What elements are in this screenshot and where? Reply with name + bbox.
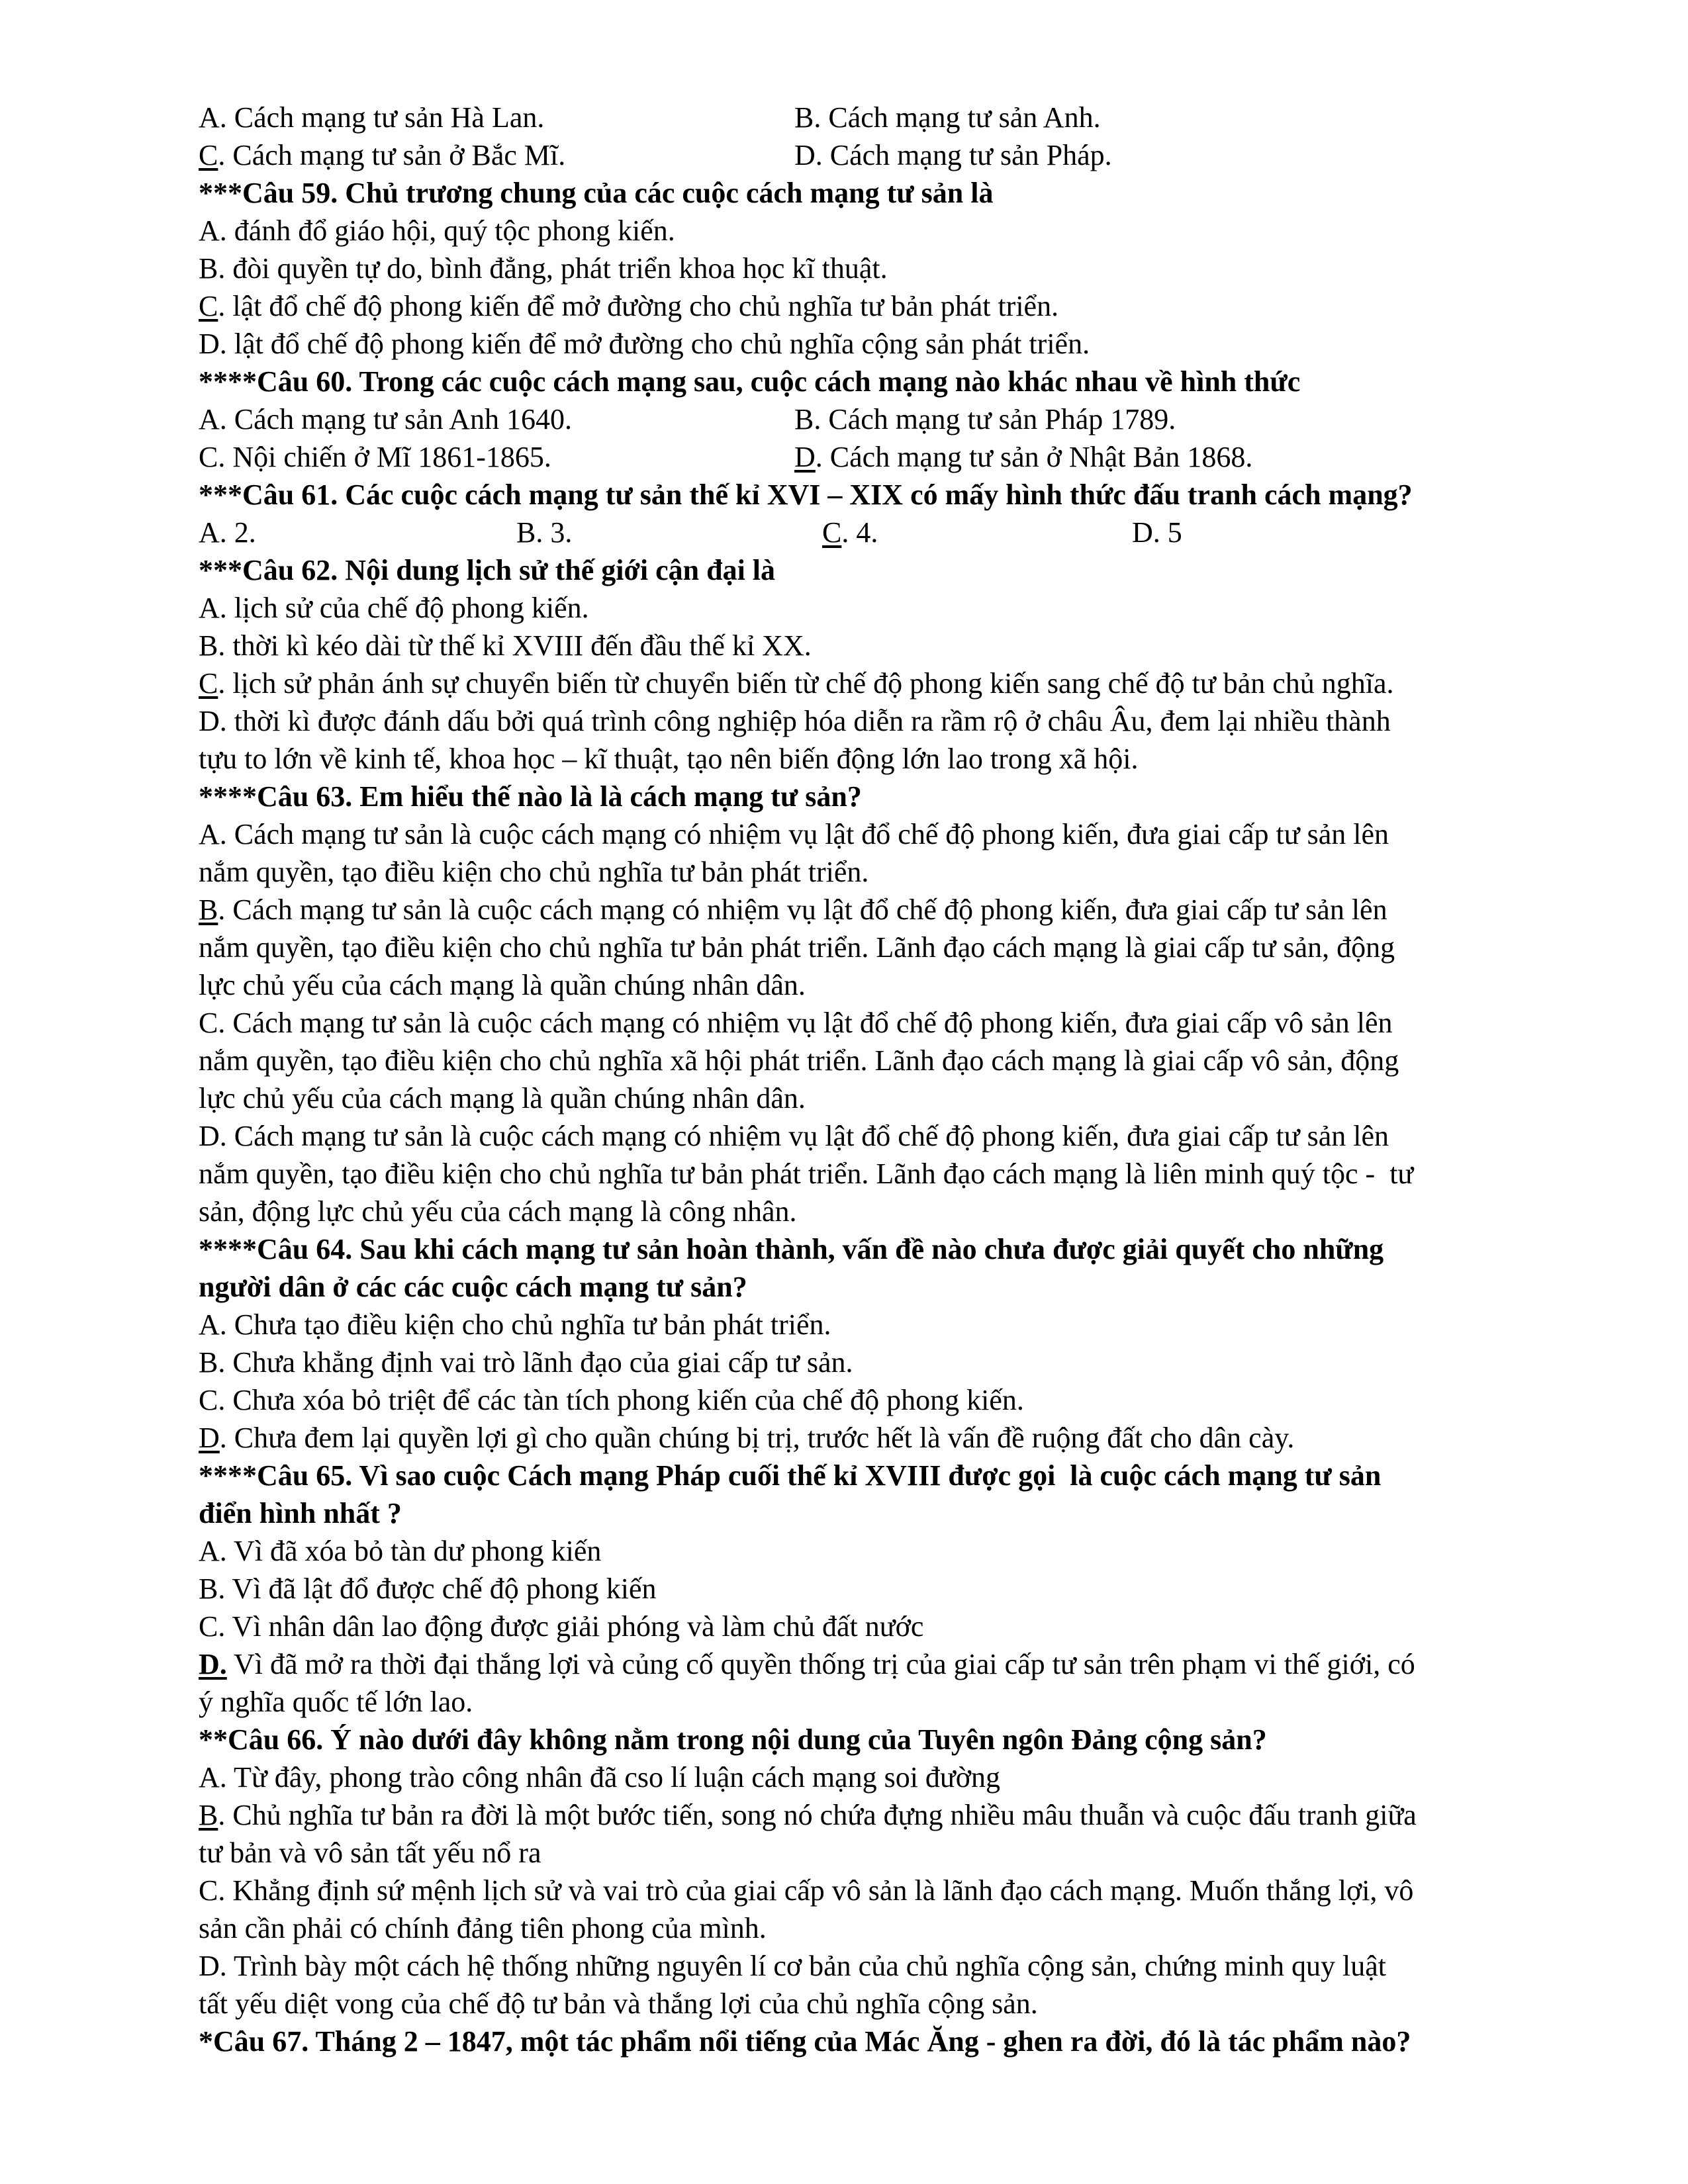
q65-option-a: A. Vì đã xóa bỏ tàn dư phong kiến [199,1535,602,1567]
q65-option-d-line-1: D. Vì đã mở ra thời đại thắng lợi và củng cố quyền thống trị của giai cấp tư sản trên phạm vi thế giới, có [199,1648,1415,1680]
question-65-title-line-2: điển hình nhất ? [199,1497,402,1529]
answer-key: B [199,1799,218,1831]
q63-option-b-line-3: lực chủ yếu của cách mạng là quần chúng nhân dân. [199,969,806,1001]
q61-option-a: A. 2. [199,516,256,549]
q65-option-d-line-2: ý nghĩa quốc tế lớn lao. [199,1686,473,1718]
answer-key: D [794,441,816,473]
question-59-title: ***Câu 59. Chủ trương chung của các cuộc cách mạng tư sản là [199,177,994,209]
question-65-title-line-1: ****Câu 65. Vì sao cuộc Cách mạng Pháp cuối thế kỉ XVIII được gọi là cuộc cách mạng tư sản [199,1459,1382,1492]
question-61-title: ***Câu 61. Các cuộc cách mạng tư sản thế kỉ XVI – XIX có mấy hình thức đấu tranh cách mạng? [199,478,1413,511]
q63-option-c-line-3: lực chủ yếu của cách mạng là quần chúng nhân dân. [199,1082,806,1115]
question-60-title: ****Câu 60. Trong các cuộc cách mạng sau, cuộc cách mạng nào khác nhau về hình thức [199,365,1301,398]
q63-option-a-line-1: A. Cách mạng tư sản là cuộc cách mạng có nhiệm vụ lật đổ chế độ phong kiến, đưa giai cấp tư sản lên [199,818,1389,850]
q63-option-b-line-2: nắm quyền, tạo điều kiện cho chủ nghĩa tư bản phát triển. Lãnh đạo cách mạng là giai cấp tư sản, động [199,931,1395,964]
q59-option-b: B. đòi quyền tự do, bình đẳng, phát triển khoa học kĩ thuật. [199,252,888,285]
q59-option-d: D. lật đổ chế độ phong kiến để mở đường cho chủ nghĩa cộng sản phát triển. [199,328,1090,360]
q66-option-d-line-2: tất yếu diệt vong của chế độ tư bản và thắng lợi của chủ nghĩa cộng sản. [199,1987,1038,2020]
q66-option-c-line-1: C. Khẳng định sứ mệnh lịch sử và vai trò của giai cấp vô sản là lãnh đạo cách mạng. Muốn thắng lợi, vô [199,1874,1414,1907]
q63-option-a-line-2: nắm quyền, tạo điều kiện cho chủ nghĩa tư bản phát triển. [199,856,869,888]
q61-option-b: B. 3. [516,516,573,549]
question-64-title-line-2: người dân ở các các cuộc cách mạng tư sản? [199,1271,747,1303]
q66-option-b-line-1: B. Chủ nghĩa tư bản ra đời là một bước tiến, song nó chứa đựng nhiều mâu thuẫn và cuộc đấu tranh giữa [199,1799,1417,1831]
answer-key: C [199,667,218,700]
question-62-title: ***Câu 62. Nội dung lịch sử thế giới cận đại là [199,554,776,586]
q61-options-row [199,514,1589,551]
answer-key: D. [199,1648,227,1680]
q63-option-d-line-2: nắm quyền, tạo điều kiện cho chủ nghĩa tư bản phát triển. Lãnh đạo cách mạng là liên minh quý tộc - tư [199,1158,1414,1190]
q62-option-d-line-1: D. thời kì được đánh dấu bởi quá trình công nghiệp hóa diễn ra rầm rộ ở châu Âu, đem lại nhiều thành [199,705,1391,737]
q63-option-c-line-1: C. Cách mạng tư sản là cuộc cách mạng có nhiệm vụ lật đổ chế độ phong kiến, đưa giai cấp vô sản lên [199,1007,1393,1039]
q59-option-c: C. lật đổ chế độ phong kiến để mở đường cho chủ nghĩa tư bản phát triển. [199,290,1059,322]
q62-option-a: A. lịch sử của chế độ phong kiến. [199,592,589,624]
question-63-title: ****Câu 63. Em hiểu thế nào là là cách mạng tư sản? [199,780,862,813]
q63-option-d-line-1: D. Cách mạng tư sản là cuộc cách mạng có nhiệm vụ lật đổ chế độ phong kiến, đưa giai cấp tư sản lên [199,1120,1389,1152]
q60-option-b: B. Cách mạng tư sản Pháp 1789. [794,403,1176,435]
q60-option-c: C. Nội chiến ở Mĩ 1861-1865. [199,441,551,473]
q65-option-b: B. Vì đã lật đổ được chế độ phong kiến [199,1572,657,1605]
option-a: A. Cách mạng tư sản Hà Lan. [199,101,545,134]
intro-options-row-1 [199,99,1589,136]
q62-option-c: C. lịch sử phản ánh sự chuyển biến từ chuyển biến từ chế độ phong kiến sang chế độ tư bản chủ nghĩa. [199,667,1394,700]
q63-option-d-line-3: sản, động lực chủ yếu của cách mạng là công nhân. [199,1195,797,1228]
q66-option-d-line-1: D. Trình bày một cách hệ thống những nguyên lí cơ bản của chủ nghĩa cộng sản, chứng minh quy luật [199,1950,1386,1982]
q60-options-row-2 [199,438,1589,476]
q59-option-a: A. đánh đổ giáo hội, quý tộc phong kiến. [199,214,675,247]
q62-option-d-line-2: tựu to lớn về kinh tế, khoa học – kĩ thuật, tạo nên biến động lớn lao trong xã hội. [199,743,1139,775]
q60-options-row-1 [199,400,1589,438]
answer-key: C [199,290,218,322]
q60-option-a: A. Cách mạng tư sản Anh 1640. [199,403,573,435]
answer-key: B [199,893,218,926]
q66-option-a: A. Từ đây, phong trào công nhân đã cso lí luận cách mạng soi đường [199,1761,1001,1794]
q66-option-b-line-2: tư bản và vô sản tất yếu nổ ra [199,1837,541,1869]
q64-option-c: C. Chưa xóa bỏ triệt để các tàn tích phong kiến của chế độ phong kiến. [199,1384,1024,1416]
q62-option-b: B. thời kì kéo dài từ thế kỉ XVIII đến đầu thế kỉ XX. [199,629,812,662]
answer-key: D [199,1422,220,1454]
q65-option-c: C. Vì nhân dân lao động được giải phóng và làm chủ đất nước [199,1610,924,1643]
q64-option-b: B. Chưa khẳng định vai trò lãnh đạo của giai cấp tư sản. [199,1346,853,1379]
question-66-title: **Câu 66. Ý nào dưới đây không nằm trong nội dung của Tuyên ngôn Đảng cộng sản? [199,1723,1267,1756]
option-d: D. Cách mạng tư sản Pháp. [794,139,1112,171]
question-64-title-line-1: ****Câu 64. Sau khi cách mạng tư sản hoàn thành, vấn đề nào chưa được giải quyết cho những [199,1233,1384,1265]
q61-option-d: D. 5 [1132,516,1182,549]
option-b: B. Cách mạng tư sản Anh. [794,101,1101,134]
q64-option-a: A. Chưa tạo điều kiện cho chủ nghĩa tư bản phát triển. [199,1308,831,1341]
q60-option-d: D. Cách mạng tư sản ở Nhật Bản 1868. [794,441,1253,473]
q64-option-d: D. Chưa đem lại quyền lợi gì cho quần chúng bị trị, trước hết là vấn đề ruộng đất cho dân cày. [199,1422,1295,1454]
question-67-title: *Câu 67. Tháng 2 – 1847, một tác phẩm nổi tiếng của Mác Ăng - ghen ra đời, đó là tác phẩm nào? [199,2025,1411,2058]
q63-option-b-line-1: B. Cách mạng tư sản là cuộc cách mạng có nhiệm vụ lật đổ chế độ phong kiến, đưa giai cấp tư sản lên [199,893,1387,926]
q66-option-c-line-2: sản cần phải có chính đảng tiên phong của mình. [199,1912,767,1944]
q61-option-c: C. 4. [822,516,878,549]
option-c: C. Cách mạng tư sản ở Bắc Mĩ. [199,139,566,171]
intro-options-row-2 [199,136,1589,174]
answer-key: C [199,139,218,171]
q63-option-c-line-2: nắm quyền, tạo điều kiện cho chủ nghĩa xã hội phát triển. Lãnh đạo cách mạng là giai cấp vô sản, động [199,1044,1399,1077]
answer-key: C [822,516,842,549]
